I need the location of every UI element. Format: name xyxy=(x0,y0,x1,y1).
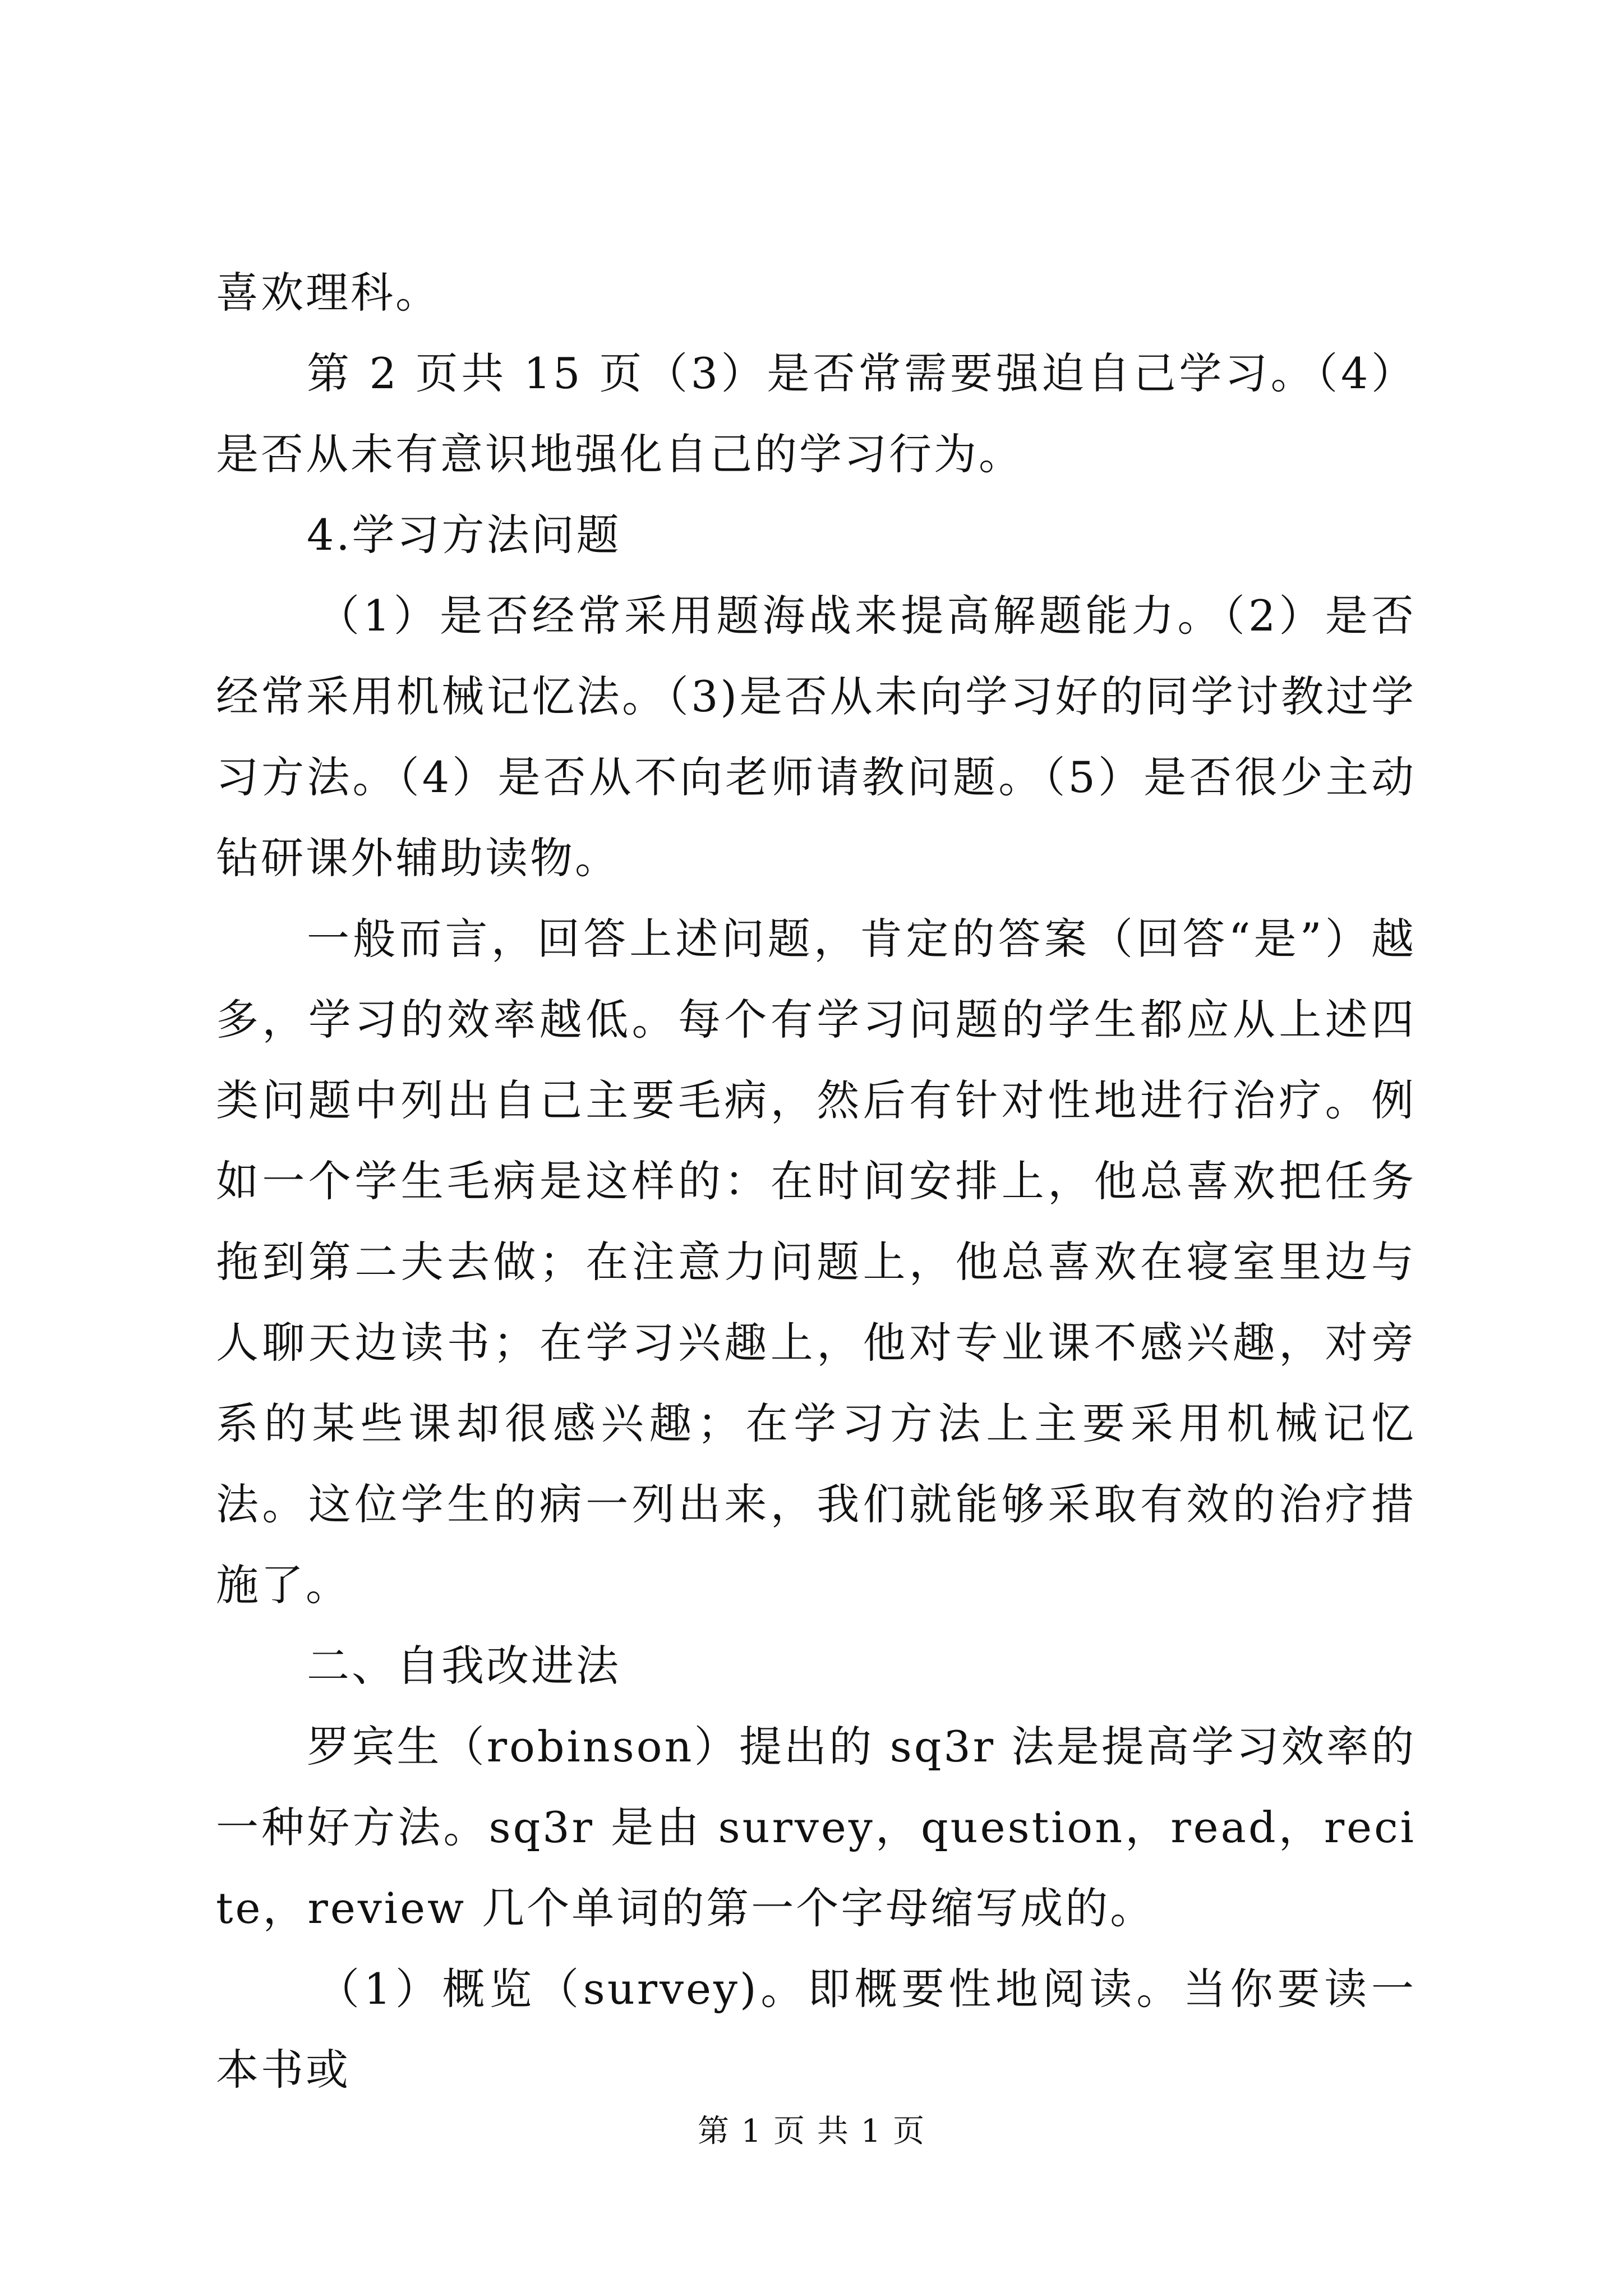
paragraph-general-analysis: 一般而言，回答上述问题，肯定的答案（回答“是”）越多，学习的效率越低。每个有学习问题的学生都应从上述四类问题中列出自己主要毛病，然后有针对性地进行治疗。例如一个学生毛病是这样的：在时间安排上，他总喜欢把任务拖到第二夫去做；在注意力问题上，他总喜欢在寝室里边与人聊天边读书；在学习兴趣上，他对专业课不感兴趣，对旁系的某些课却很感兴趣；在学习方法上主要采用机械记忆法。这位学生的病一列出来，我们就能够采取有效的治疗措施了。 xyxy=(216,914,1416,1610)
paragraph-continuation: 喜欢理科。 xyxy=(216,268,440,318)
paragraph-page-reference: 第 2 页共 15 页（3）是否常需要强迫自己学习。（4）是否从未有意识地强化自己的学习行为。 xyxy=(216,348,1416,479)
section-heading-self-improvement: 二、自我改进法 xyxy=(307,1641,621,1691)
paragraph-survey-step: （1）概览（survey)。即概要性地阅读。当你要读一本书或 xyxy=(216,1964,1416,2095)
paragraph-study-method-questions: （1）是否经常采用题海战来提高解题能力。（2）是否经常采用机械记忆法。（3)是否从未向学习好的同学讨教过学习方法。（4）是否从不向老师请教问题。（5）是否很少主动钻研课外辅助读物。 xyxy=(216,591,1416,883)
paragraph-sq3r-intro: 罗宾生（robinson）提出的 sq3r 法是提高学习效率的一种好方法。sq3r 是由 survey，question，read，recite，review 几个单词的第一个字母缩写成的。 xyxy=(216,1722,1416,1933)
section-heading-study-methods: 4.学习方法问题 xyxy=(307,510,621,560)
page-footer: 第 1 页 共 1 页 xyxy=(697,2113,926,2150)
document-body xyxy=(216,252,1416,2110)
